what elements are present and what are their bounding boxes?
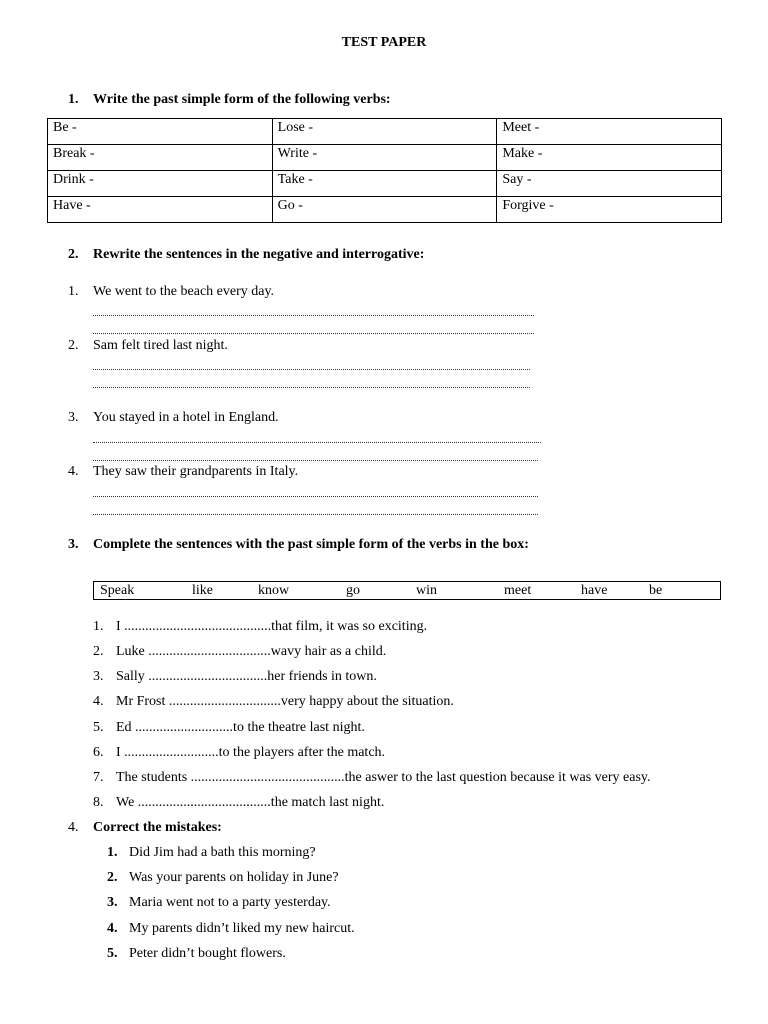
list-item-text: We ......................................the match last night. <box>116 795 385 810</box>
list-item-number: 1. <box>68 284 79 299</box>
box-word: Speak <box>100 583 135 598</box>
section2-number: 2. <box>68 247 79 262</box>
list-item-number: 7. <box>93 770 104 785</box>
list-item-text: Sam felt tired last night. <box>93 338 228 353</box>
list-item-text: I ...........................to the players after the match. <box>116 745 386 760</box>
table-row <box>48 197 722 223</box>
table-row <box>48 145 722 171</box>
list-item-text: Mr Frost ................................very happy about the situation. <box>116 694 454 709</box>
table-cell: Have - <box>48 197 273 223</box>
list-item-text: The students ............................................the aswer to the last question because it was very easy. <box>116 770 651 785</box>
box-word: have <box>581 583 608 598</box>
box-word: be <box>649 583 663 598</box>
section1-number: 1. <box>68 92 79 107</box>
answer-line <box>93 459 538 461</box>
list-item-text: Sally ..................................her friends in town. <box>116 669 377 684</box>
answer-line <box>93 386 530 388</box>
list-item-text: Maria went not to a party yesterday. <box>129 895 331 910</box>
list-item-text: My parents didn’t liked my new haircut. <box>129 921 355 936</box>
answer-line <box>93 368 530 370</box>
table-cell: Drink - <box>48 171 273 197</box>
list-item-number: 1. <box>93 619 104 634</box>
list-item-text: Did Jim had a bath this morning? <box>129 845 316 860</box>
table-cell: Lose - <box>272 119 497 145</box>
list-item-number: 3. <box>68 410 79 425</box>
answer-line <box>93 513 538 515</box>
list-item-number: 1. <box>107 845 118 860</box>
box-word: know <box>258 583 290 598</box>
list-item-number: 3. <box>107 895 118 910</box>
section1-heading: Write the past simple form of the following verbs: <box>93 92 391 107</box>
list-item-number: 5. <box>93 720 104 735</box>
section2-heading: Rewrite the sentences in the negative and interrogative: <box>93 247 425 262</box>
section3-heading: Complete the sentences with the past simple form of the verbs in the box: <box>93 537 529 552</box>
list-item-number: 2. <box>107 870 118 885</box>
section4-heading: Correct the mistakes: <box>93 820 222 835</box>
list-item-number: 4. <box>93 694 104 709</box>
box-word: meet <box>504 583 532 598</box>
answer-line <box>93 332 534 334</box>
list-item-number: 8. <box>93 795 104 810</box>
list-item-number: 2. <box>68 338 79 353</box>
table-row <box>48 119 722 145</box>
list-item-text: Ed ............................to the theatre last night. <box>116 720 365 735</box>
list-item-number: 4. <box>107 921 118 936</box>
list-item-text: I ..........................................that film, it was so exciting. <box>116 619 428 634</box>
list-item-text: You stayed in a hotel in England. <box>93 410 279 425</box>
verbs-table <box>47 118 722 223</box>
box-word: like <box>192 583 213 598</box>
answer-line <box>93 441 541 443</box>
list-item-number: 3. <box>93 669 104 684</box>
list-item-text: Luke ...................................wavy hair as a child. <box>116 644 387 659</box>
list-item-text: We went to the beach every day. <box>93 284 275 299</box>
table-cell: Be - <box>48 119 273 145</box>
answer-line <box>93 495 538 497</box>
box-word: go <box>346 583 360 598</box>
table-cell: Go - <box>272 197 497 223</box>
list-item-number: 2. <box>93 644 104 659</box>
table-cell: Take - <box>272 171 497 197</box>
page-title: TEST PAPER <box>341 35 427 50</box>
section4-number: 4. <box>68 820 79 835</box>
table-cell: Make - <box>497 145 722 171</box>
table-cell: Meet - <box>497 119 722 145</box>
table-cell: Write - <box>272 145 497 171</box>
table-row <box>48 171 722 197</box>
list-item-text: Was your parents on holiday in June? <box>129 870 339 885</box>
list-item-number: 4. <box>68 464 79 479</box>
answer-line <box>93 314 534 316</box>
list-item-text: They saw their grandparents in Italy. <box>93 464 299 479</box>
list-item-text: Peter didn’t bought flowers. <box>129 946 286 961</box>
list-item-number: 5. <box>107 946 118 961</box>
word-box <box>93 581 721 600</box>
table-cell: Say - <box>497 171 722 197</box>
list-item-number: 6. <box>93 745 104 760</box>
table-cell: Forgive - <box>497 197 722 223</box>
section3-number: 3. <box>68 537 79 552</box>
table-cell: Break - <box>48 145 273 171</box>
box-word: win <box>416 583 437 598</box>
